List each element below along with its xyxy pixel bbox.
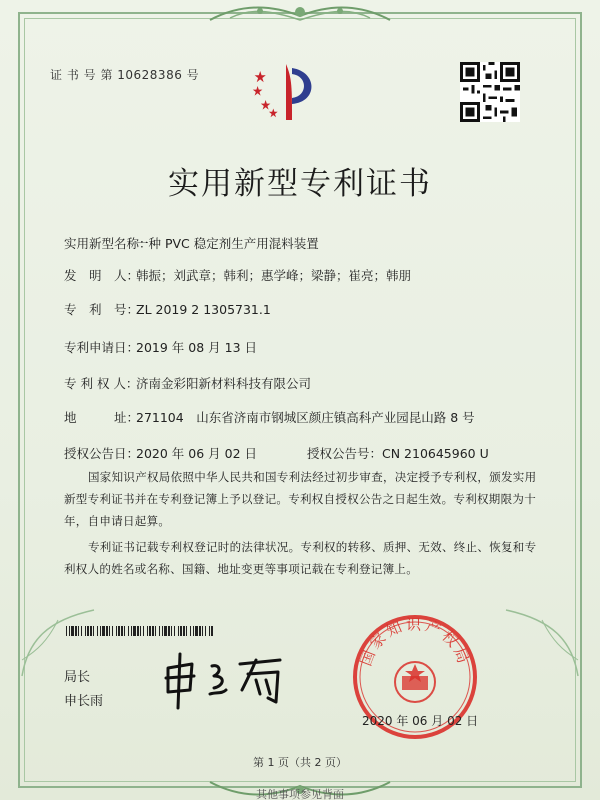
field-address: 地 址：271104 山东省济南市钢城区颜庄镇高科产业园昆山路 8 号 (64, 410, 475, 425)
certificate-title: 实用新型专利证书 (168, 166, 432, 202)
svg-text:国家知识产权局: 国家知识产权局 (356, 615, 474, 669)
director-title: 局长 (64, 670, 91, 685)
field-grant-date: 授权公告日：2020 年 06 月 02 日 授权公告号：CN 210645960 U (64, 446, 489, 461)
field-patent-number: 专 利 号：ZL 2019 2 1305731.1 (64, 302, 271, 317)
field-utility-model-name: 实用新型名称：一种 PVC 稳定剂生产用混料装置 (64, 236, 319, 251)
field-patentee: 专 利 权 人：济南金彩阳新材料科技有限公司 (64, 376, 312, 391)
page-indicator: 第 1 页（共 2 页） (253, 756, 347, 769)
grant-statement: 国家知识产权局依照中华人民共和国专利法经过初步审查，决定授予专利权，颁发实用新型专利证书并在专利登记簿上予以登记。专利权自授权公告之日起生效。专利权期限为十年，自申请日起算。 (64, 470, 537, 528)
top-ornament (200, 2, 400, 24)
legal-status-note: 专利证书记载专利权登记时的法律状况。专利权的转移、质押、无效、终止、恢复和专利权人的姓名或名称、国籍、地址变更等事项记载在专利登记簿上。 (64, 540, 537, 576)
qr-code[interactable] (460, 62, 520, 122)
corner-ornament-right (502, 600, 582, 680)
field-inventors: 发 明 人：韩振；刘武章；韩利；惠学峰；梁静；崔亮；韩朋 (64, 268, 412, 283)
barcode (66, 626, 214, 636)
seal-date: 2020 年 06 月 02 日 (362, 714, 479, 728)
inner-border (24, 18, 576, 782)
patent-office-logo (252, 58, 324, 126)
back-side-note: 其他事项参见背面 (256, 788, 344, 800)
director-signature (160, 650, 290, 710)
field-application-date: 专利申请日：2019 年 08 月 13 日 (64, 340, 257, 355)
director-name: 申长雨 (64, 694, 104, 709)
certificate-number: 证 书 号 第 10628386 号 (50, 68, 200, 82)
